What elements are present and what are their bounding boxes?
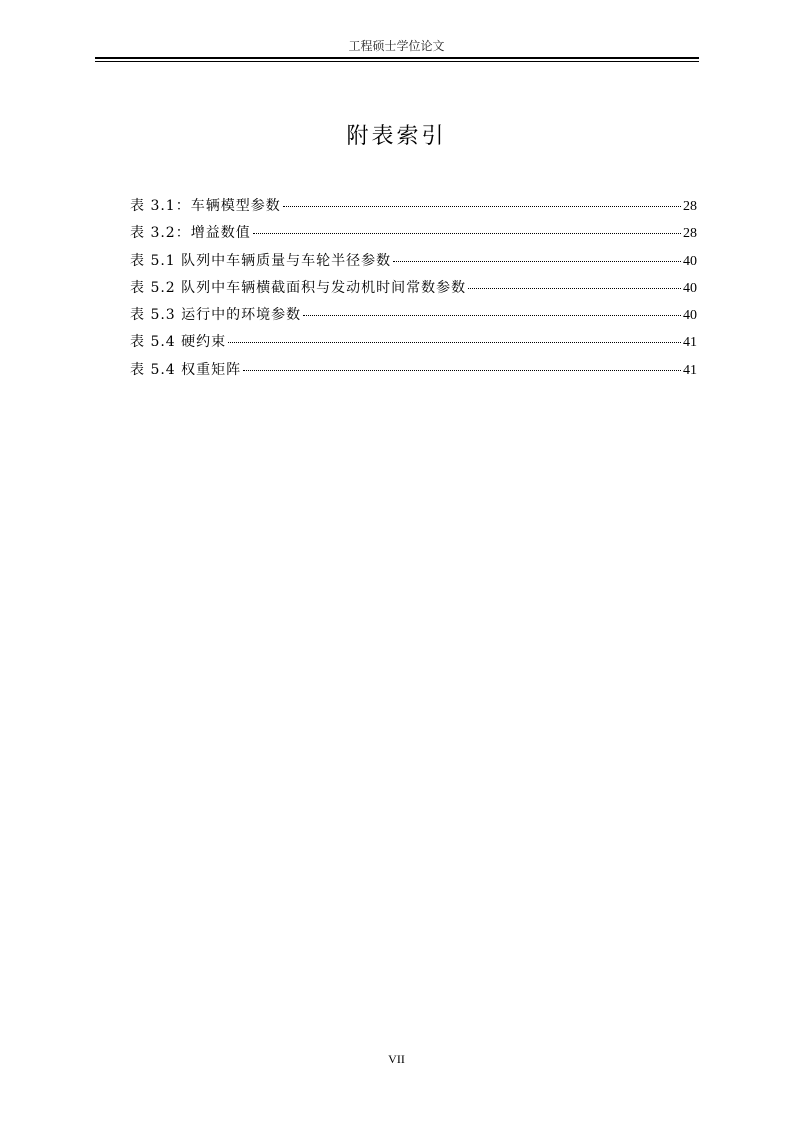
toc-entry[interactable] bbox=[130, 305, 697, 332]
dot-leader bbox=[228, 342, 681, 343]
toc-entry-page: 40 bbox=[683, 280, 697, 296]
table-index-list bbox=[130, 196, 697, 387]
toc-entry-label: 表 5.1 队列中车辆质量与车轮半径参数 bbox=[130, 252, 392, 269]
header-rule-thick bbox=[95, 57, 699, 59]
toc-entry-page: 41 bbox=[683, 335, 697, 351]
toc-entry-page: 28 bbox=[683, 199, 697, 214]
dot-leader bbox=[393, 261, 681, 262]
toc-entry[interactable] bbox=[130, 251, 697, 278]
toc-entry-label: 表 3.2：增益数值 bbox=[130, 225, 251, 242]
toc-entry[interactable] bbox=[130, 196, 697, 223]
toc-entry[interactable] bbox=[130, 278, 697, 305]
toc-entry-page: 40 bbox=[683, 308, 697, 324]
running-header: 工程硕士学位论文 bbox=[348, 39, 445, 53]
toc-entry-label: 表 3.1：车辆模型参数 bbox=[130, 198, 281, 214]
dot-leader bbox=[303, 315, 681, 316]
toc-entry-page: 41 bbox=[683, 362, 697, 378]
toc-entry[interactable] bbox=[130, 223, 697, 250]
page-title: 附表索引 bbox=[346, 124, 447, 149]
toc-entry-page: 28 bbox=[683, 226, 697, 242]
dot-leader bbox=[283, 206, 681, 207]
toc-entry-label: 表 5.2 队列中车辆横截面积与发动机时间常数参数 bbox=[130, 279, 467, 296]
header-rule-thin bbox=[95, 61, 699, 62]
toc-entry-label: 表 5.4 硬约束 bbox=[130, 334, 227, 351]
toc-entry-page: 40 bbox=[683, 253, 697, 269]
toc-entry-label: 表 5.3 运行中的环境参数 bbox=[130, 307, 302, 324]
dot-leader bbox=[468, 288, 681, 289]
dot-leader bbox=[253, 233, 681, 234]
toc-entry[interactable] bbox=[130, 360, 697, 387]
toc-entry-label: 表 5.4 权重矩阵 bbox=[130, 361, 242, 378]
toc-entry[interactable] bbox=[130, 332, 697, 359]
dot-leader bbox=[243, 370, 681, 371]
page-number: VII bbox=[388, 1052, 405, 1066]
